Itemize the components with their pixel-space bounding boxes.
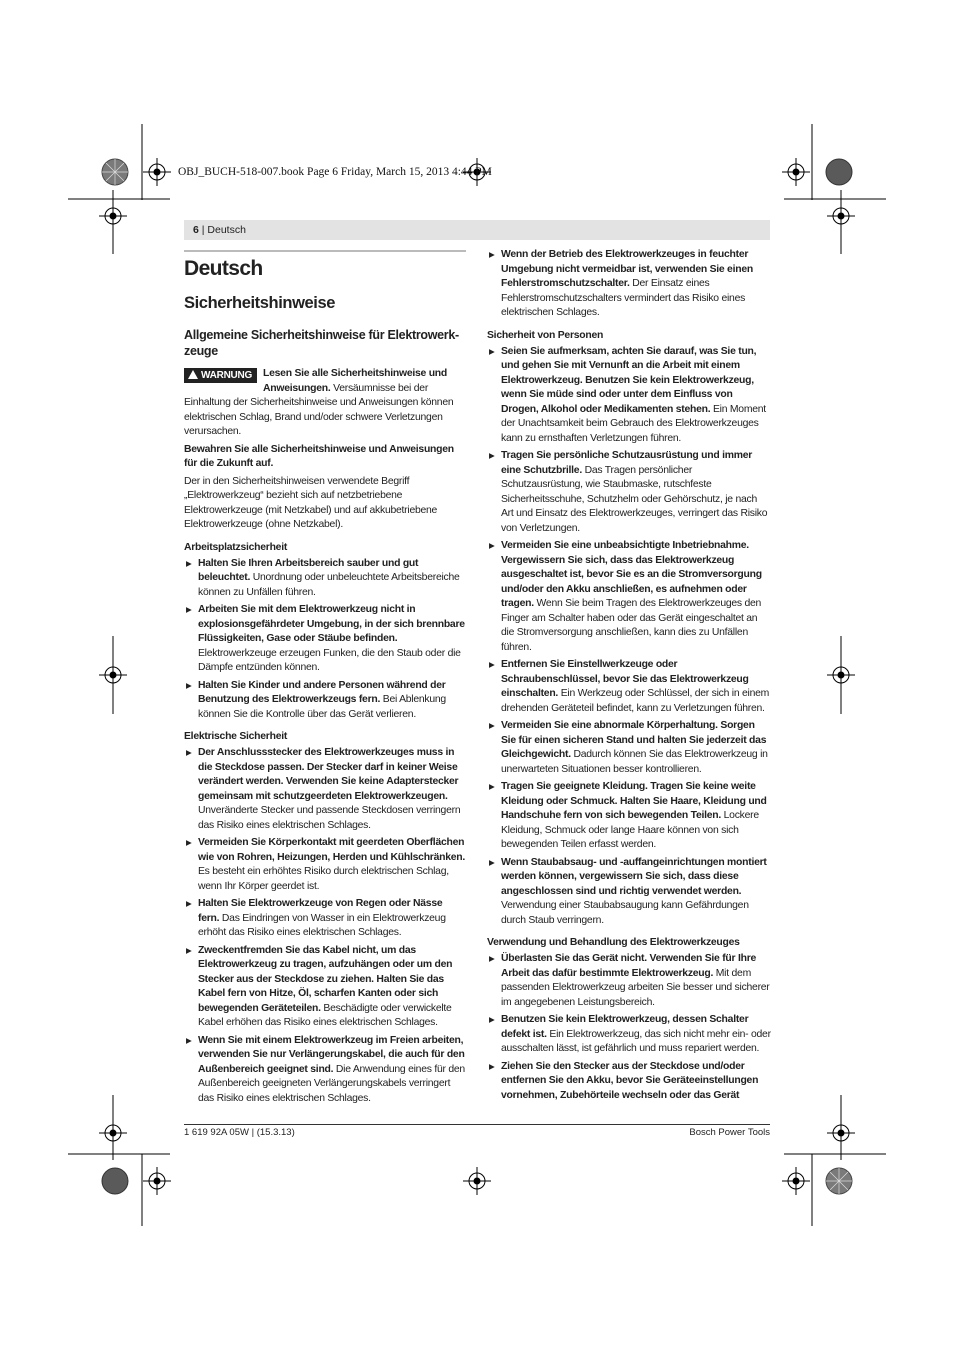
item-text: Das Eindringen von Wasser in ein Elektrowerkzeug erhöht das Risiko eines elektrischen Schlages. xyxy=(198,912,446,938)
header-section: | Deutsch xyxy=(201,224,246,236)
top-list xyxy=(487,248,771,321)
item-bold: Tragen Sie persönliche Schutzausrüstung und immer eine Schutzbrille. xyxy=(501,450,753,476)
list-item xyxy=(184,679,466,723)
item-text: Ein Werkzeug oder Schlüssel, der sich in einem drehenden Geräteteil befindet, kann zu Verletzungen führen. xyxy=(501,688,770,714)
list-item xyxy=(487,856,771,929)
list-item xyxy=(487,719,771,777)
item-bold: Wenn Staubabsaug- und -auffangeinrichtungen montiert werden können, vergewissern Sie sich, dass diese angeschlossen sind und richtig verwendet werden. xyxy=(501,856,767,897)
item-bold: Tragen Sie geeignete Kleidung. Tragen Sie keine weite Kleidung oder Schmuck. Halten Sie Haare, Kleidung und Handschuhe fern von sich bewegenden Teilen. xyxy=(501,781,767,821)
footer-brand: Bosch Power Tools xyxy=(689,1127,770,1138)
item-text: Dadurch können Sie das Elektrowerkzeug in unerwarteten Situationen besser kontrollieren. xyxy=(501,749,768,775)
term-definition: Der in den Sicherheitshinweisen verwendete Begriff „Elektrowerkzeug“ bezieht sich auf netzbetriebene Elektrowerkzeuge (mit Netzkabel) und auf akkubetriebene Elektrowerkzeuge (ohne Netzkabel). xyxy=(184,475,438,530)
list-item xyxy=(184,603,466,676)
list-item xyxy=(487,1013,771,1057)
list-item xyxy=(184,897,466,941)
persons-list xyxy=(487,345,771,929)
item-text: Elektrowerkzeuge erzeugen Funken, die den Staub oder die Dämpfe entzünden können. xyxy=(198,647,461,673)
page-title: Deutsch xyxy=(184,257,263,280)
item-bold: Arbeiten Sie mit dem Elektrowerkzeug nicht in explosionsgefährdeter Umgebung, in der sich brennbare Flüssigkeiten, Gase oder Stäube befinden. xyxy=(198,604,465,644)
item-text: Ein Elektrowerkzeug, das sich nicht mehr ein- oder ausschalten lässt, ist gefährlich und muss repariert werden. xyxy=(501,1028,771,1054)
footer-doc-number: 1 619 92A 05W | (15.3.13) xyxy=(184,1127,295,1138)
item-bold: Entfernen Sie Einstellwerkzeuge oder Schraubenschlüssel, bevor Sie das Elektrowerkzeug einschalten. xyxy=(501,659,749,699)
keep-bold: Bewahren Sie alle Sicherheitshinweise und Anweisungen für die Zukunft auf. xyxy=(184,443,454,469)
item-bold: Halten Sie Kinder und andere Personen während der Benutzung des Elektrowerkzeugs fern. xyxy=(198,679,446,705)
warning-bold: Lesen Sie alle Sicherheitshinweise und Anweisungen. xyxy=(263,368,447,394)
work-list xyxy=(184,557,466,723)
footer-rule xyxy=(184,1124,770,1125)
item-text: Das Tragen persönlicher Schutzausrüstung, wie Staubmaske, rutschfeste Sicherheitsschuhe, Schutzhelm oder Gehörschutz, je nach Art und Einsatz des Elektrowerkzeuges, verringert das Risiko von Verletzungen. xyxy=(501,464,768,534)
item-bold: Vermeiden Sie eine unbeabsichtigte Inbetriebnahme. Vergewissern Sie sich, dass das Elektrowerkzeug ausgeschaltet ist, bevor Sie es an die Stromversorgung und/oder den Akku anschließen, es aufnehmen oder tragen. xyxy=(501,540,762,609)
item-text: Mit dem passenden Elektrowerkzeug arbeiten Sie besser und sicherer im angegebenen Leistungsbereich. xyxy=(501,967,770,1008)
item-text: Lockere Kleidung, Schmuck oder lange Haare können von sich bewegenden Teilen erfasst werden. xyxy=(501,810,759,850)
item-bold: Ziehen Sie den Stecker aus der Steckdose und/oder entfernen Sie den Akku, bevor Sie Geräteeinstellungen vornehmen, Zubehörteile wechseln oder das Gerät xyxy=(501,1060,759,1101)
item-text: Unveränderte Stecker und passende Steckdosen verringern das Risiko eines elektrischen Schlages. xyxy=(198,805,461,831)
item-text: Ein Moment der Unachtsamkeit beim Gebrauch des Elektrowerkzeuges kann zu ernsthaften Verletzungen führen. xyxy=(501,403,766,444)
item-text: Der Einsatz eines Fehlerstromschutzschalters vermindert das Risiko eines elektrischen Schlages. xyxy=(501,278,746,318)
left-column xyxy=(184,250,466,1109)
item-bold: Halten Sie Elektrowerkzeuge von Regen oder Nässe fern. xyxy=(198,898,443,924)
work-heading: Arbeitsplatzsicherheit xyxy=(184,541,288,553)
list-item xyxy=(184,944,466,1031)
item-text: Bei Ablenkung können Sie die Kontrolle über das Gerät verlieren. xyxy=(198,694,446,720)
item-bold: Vermeiden Sie eine abnormale Körperhaltung. Sorgen Sie für einen sicheren Stand und halten Sie jederzeit das Gleichgewicht. xyxy=(501,720,767,760)
general-heading: Allgemeine Sicherheitshinweise für Elektrowerk-zeuge xyxy=(184,328,459,358)
item-text: Die Anwendung eines für den Außenbereich geeigneten Verlängerungskabels verringert das Risiko eines elektrischen Schlages. xyxy=(198,1063,465,1104)
item-text: Verwendung einer Staubabsaugung kann Gefährdungen durch Staub verringern. xyxy=(501,900,749,926)
list-item xyxy=(487,658,771,716)
keep-instructions xyxy=(184,443,466,472)
header-bar xyxy=(184,220,770,240)
persons-heading: Sicherheit von Personen xyxy=(487,329,604,341)
title-rule xyxy=(184,250,466,252)
item-text: Beschädigte oder verwickelte Kabel erhöhen das Risiko eines elektrischen Schlages. xyxy=(198,1002,452,1028)
item-bold: Der Anschlussstecker des Elektrowerkzeuges muss in die Steckdose passen. Der Stecker darf in keiner Weise verändert werden. Verwenden Sie keine Adapterstecker gemeinsam mit schutzgeerdeten Elektrowerkzeugen. xyxy=(198,747,459,802)
elec-list xyxy=(184,746,466,1106)
item-text: Es besteht ein erhöhtes Risiko durch elektrischen Schlag, wenn Ihr Körper geerdet ist. xyxy=(198,866,449,892)
list-item xyxy=(487,248,771,321)
warning-text: Versäumnisse bei der Einhaltung der Sicherheitshinweise und Anweisungen können elektrischen Schlag, Brand und/oder schwere Verletzungen verursachen. xyxy=(184,382,454,437)
print-info: OBJ_BUCH-518-007.book Page 6 Friday, March 15, 2013 4:44 PM xyxy=(178,166,492,178)
warning-triangle-icon xyxy=(188,370,198,379)
running-header xyxy=(193,224,246,236)
warning-label: WARNUNG xyxy=(201,370,253,381)
item-bold: Überlasten Sie das Gerät nicht. Verwenden Sie für Ihre Arbeit das dafür bestimmte Elektrowerkzeug. xyxy=(501,953,757,979)
item-bold: Benutzen Sie kein Elektrowerkzeug, dessen Schalter defekt ist. xyxy=(501,1014,749,1040)
list-item xyxy=(487,345,771,447)
list-item xyxy=(487,780,771,853)
list-item xyxy=(487,1060,771,1104)
list-item xyxy=(184,557,466,601)
page-number: 6 xyxy=(193,224,199,236)
item-bold: Wenn der Betrieb des Elektrowerkzeuges in feuchter Umgebung nicht vermeidbar ist, verwenden Sie einen Fehlerstromschutzschalter. xyxy=(501,249,753,289)
right-column xyxy=(487,248,771,1106)
list-item xyxy=(184,746,466,833)
section-title: Sicherheitshinweise xyxy=(184,294,336,312)
item-bold: Wenn Sie mit einem Elektrowerkzeug im Freien arbeiten, verwenden Sie nur Verlängerungskabel, die auch für den Außenbereich geeignet sind. xyxy=(198,1034,465,1075)
use-list xyxy=(487,952,771,1103)
item-text: Unordnung oder unbeleuchtete Arbeitsbereiche können zu Unfällen führen. xyxy=(198,572,460,598)
list-item xyxy=(487,539,771,655)
warning-paragraph xyxy=(184,367,466,440)
item-bold: Vermeiden Sie Körperkontakt mit geerdeten Oberflächen wie von Rohren, Heizungen, Herden und Kühlschränken. xyxy=(198,837,466,863)
list-item xyxy=(184,836,466,894)
item-bold: Seien Sie aufmerksam, achten Sie darauf, was Sie tun, und gehen Sie mit Vernunft an die Arbeit mit einem Elektrowerkzeug. Benutzen Sie kein Elektrowerkzeug, wenn Sie müde sind oder unter dem Einfluss von Drogen, Alkohol oder Medikamenten stehen. xyxy=(501,345,757,415)
list-item xyxy=(487,449,771,536)
use-heading: Verwendung und Behandlung des Elektrowerkzeuges xyxy=(487,937,740,948)
list-item xyxy=(487,952,771,1010)
item-bold: Zweckentfremden Sie das Kabel nicht, um das Elektrowerkzeug zu tragen, aufzuhängen oder um den Stecker aus der Steckdose zu ziehen. Halten Sie das Kabel fern von Hitze, Öl, scharfen Kanten oder sich bewegenden Geräteteilen. xyxy=(198,944,453,1014)
elec-heading: Elektrische Sicherheit xyxy=(184,731,288,742)
item-bold: Halten Sie Ihren Arbeitsbereich sauber und gut beleuchtet. xyxy=(198,557,419,583)
list-item xyxy=(184,1034,466,1107)
item-text: Wenn Sie beim Tragen des Elektrowerkzeuges den Finger am Schalter haben oder das Gerät eingeschaltet an die Stromversorgung anschließen, kann dies zu Unfällen führen. xyxy=(501,598,762,653)
warning-badge xyxy=(184,368,257,383)
